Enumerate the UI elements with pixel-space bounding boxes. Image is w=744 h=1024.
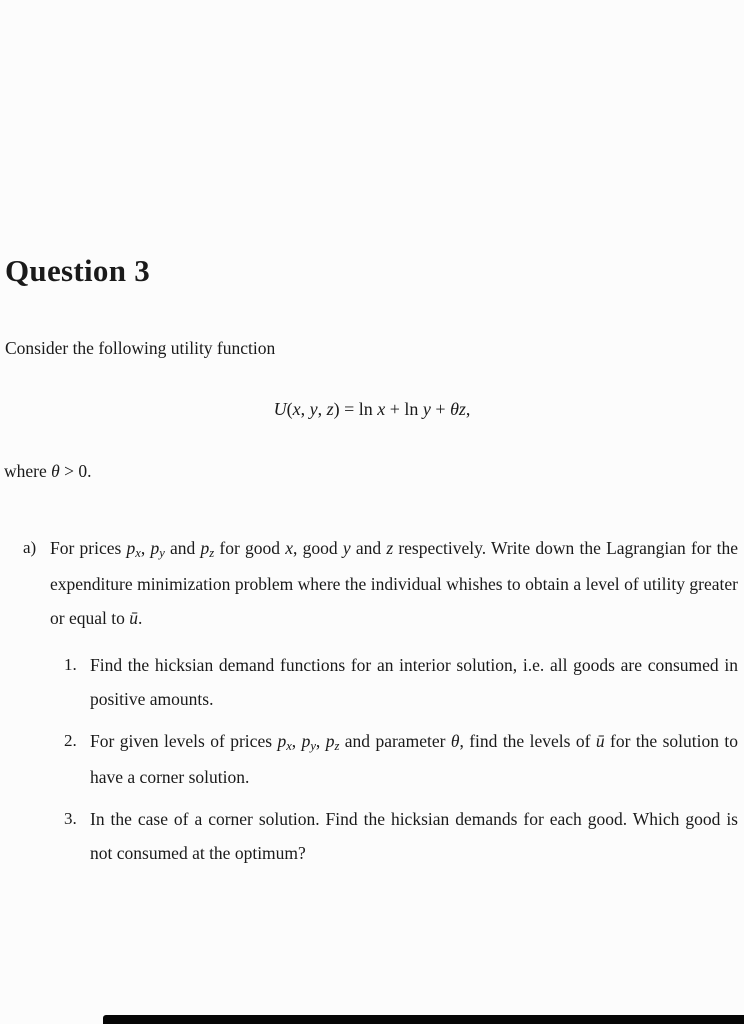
- scan-artifact-bar: [103, 1015, 744, 1024]
- part-a-label: a): [23, 538, 37, 557]
- utility-function-equation: U(x, y, z) = ln x + ln y + θz,: [273, 399, 471, 419]
- list-item-1: [64, 648, 738, 716]
- list-item-2-text: For given levels of prices px, py, pz and parameter θ, find the levels of ū for the solution to have a corner solution.: [90, 731, 739, 787]
- list-item-3: [64, 802, 738, 870]
- list-item-1-text: Find the hicksian demand functions for an interior solution, i.e. all goods are consumed in positive amounts.: [90, 655, 738, 709]
- list-item-2-number: 2.: [64, 731, 77, 750]
- part-a: [23, 531, 738, 635]
- intro-text: Consider the following utility function: [5, 338, 276, 358]
- question-heading: Question 3: [5, 253, 151, 288]
- numbered-list: [64, 648, 738, 878]
- theta-condition: where θ > 0.: [4, 461, 92, 481]
- part-a-text: For prices px, py and pz for good x, good y and z respectively. Write down the Lagrangian for the expenditure minimization problem where the individual whishes to obtain a level of utility greater or equal to ū.: [50, 538, 738, 628]
- list-item-3-text: In the case of a corner solution. Find the hicksian demands for each good. Which good is not consumed at the optimum?: [90, 809, 738, 863]
- list-item-1-number: 1.: [64, 655, 77, 674]
- list-item-3-number: 3.: [64, 809, 77, 828]
- list-item-2: [64, 724, 738, 794]
